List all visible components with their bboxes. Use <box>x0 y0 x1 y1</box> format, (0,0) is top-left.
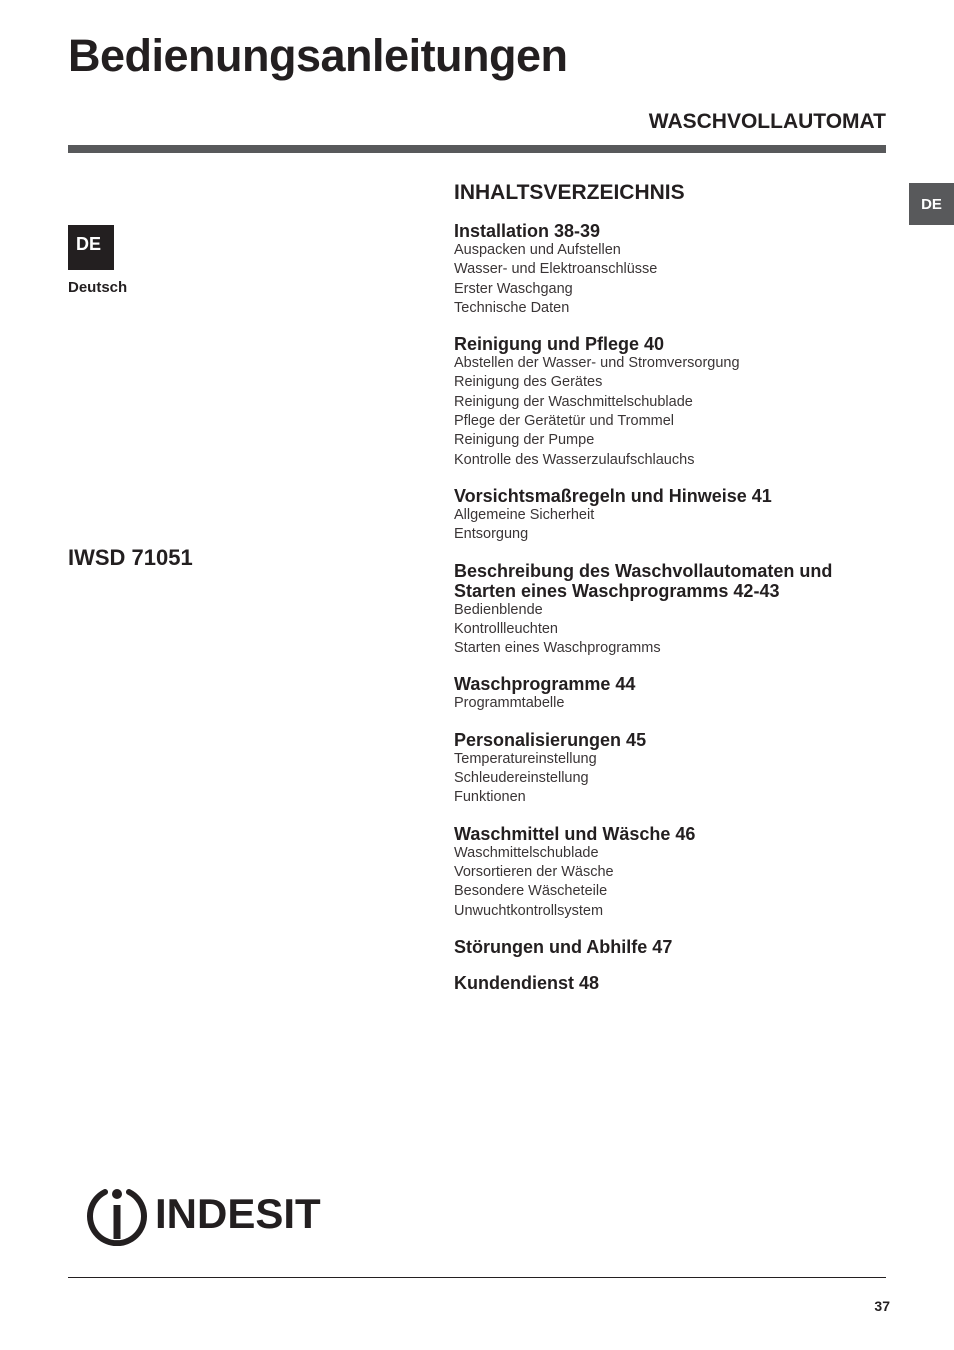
toc-item: Temperatureinstellung <box>454 750 597 767</box>
toc-item-list <box>454 694 884 713</box>
toc-section <box>454 730 884 808</box>
toc-section-title: Installation 38-39 <box>454 221 601 241</box>
table-of-contents <box>454 180 884 1009</box>
toc-section <box>454 334 884 470</box>
indesit-logo-icon <box>85 1184 149 1246</box>
toc-item-list <box>454 354 884 470</box>
toc-section-title: Vorsichtsmaßregeln und Hinweise 41 <box>454 485 772 506</box>
toc-item: Technische Daten <box>454 299 570 316</box>
toc-section <box>454 973 884 993</box>
toc-section <box>454 221 884 318</box>
toc-section <box>454 824 884 921</box>
toc-sections <box>454 221 884 993</box>
toc-item: Erster Waschgang <box>454 280 573 297</box>
toc-item: Kontrolle des Wasserzulaufschlauchs <box>454 451 695 468</box>
toc-item: Vorsortieren der Wäsche <box>454 863 614 880</box>
toc-section-title: Störungen und Abhilfe 47 <box>454 936 673 957</box>
language-code-badge: DE <box>68 225 114 270</box>
header-divider <box>68 145 886 153</box>
toc-item-list <box>454 241 884 318</box>
toc-item: Entsorgung <box>454 526 529 543</box>
toc-item: Waschmittelschublade <box>454 844 599 861</box>
toc-section <box>454 937 884 957</box>
toc-item: Besondere Wäscheteile <box>454 883 608 900</box>
toc-item: Allgemeine Sicherheit <box>454 506 595 523</box>
footer-divider <box>68 1277 886 1278</box>
toc-item: Programmtabelle <box>454 695 565 712</box>
toc-item: Reinigung der Waschmittelschublade <box>454 393 693 410</box>
toc-item: Kontrollleuchten <box>454 620 558 637</box>
toc-section <box>454 674 884 713</box>
toc-item: Bedienblende <box>454 601 543 618</box>
toc-section-title: Waschmittel und Wäsche 46 <box>454 823 696 844</box>
toc-section-title: Kundendienst 48 <box>454 972 600 993</box>
language-name: Deutsch <box>68 279 128 296</box>
toc-item: Wasser- und Elektroanschlüsse <box>454 261 658 278</box>
toc-item-list <box>454 601 884 659</box>
toc-item: Auspacken und Aufstellen <box>454 242 621 258</box>
toc-item: Reinigung des Gerätes <box>454 374 603 391</box>
page-number: 37 <box>874 1298 890 1314</box>
toc-item: Abstellen der Wasser- und Stromversorgung <box>454 355 740 372</box>
toc-item-list <box>454 844 884 921</box>
toc-item: Starten eines Waschprogramms <box>454 640 661 657</box>
toc-item: Schleudereinstellung <box>454 770 589 787</box>
toc-item: Funktionen <box>454 789 526 806</box>
page-title: Bedienungsanleitungen <box>68 30 568 81</box>
product-type: WASCHVOLLAUTOMAT <box>648 110 886 133</box>
toc-item: Unwuchtkontrollsystem <box>454 902 604 919</box>
toc-section-title: Beschreibung des Waschvollautomaten und Starten eines Waschprogramms 42-43 <box>454 560 833 601</box>
toc-heading: INHALTSVERZEICHNIS <box>454 181 685 204</box>
toc-section-title: Personalisierungen 45 <box>454 729 647 750</box>
toc-item-list <box>454 506 884 545</box>
brand-logo <box>85 1184 325 1246</box>
brand-wordmark: INDESIT <box>155 1190 321 1237</box>
toc-section <box>454 561 884 659</box>
toc-section-title: Reinigung und Pflege 40 <box>454 334 665 355</box>
toc-item: Reinigung der Pumpe <box>454 432 595 449</box>
toc-section <box>454 486 884 545</box>
model-number: IWSD 71051 <box>68 545 193 570</box>
toc-section-title: Waschprogramme 44 <box>454 674 636 695</box>
language-side-tab: DE <box>909 183 954 225</box>
toc-item-list <box>454 750 884 808</box>
toc-item: Pflege der Gerätetür und Trommel <box>454 413 675 430</box>
